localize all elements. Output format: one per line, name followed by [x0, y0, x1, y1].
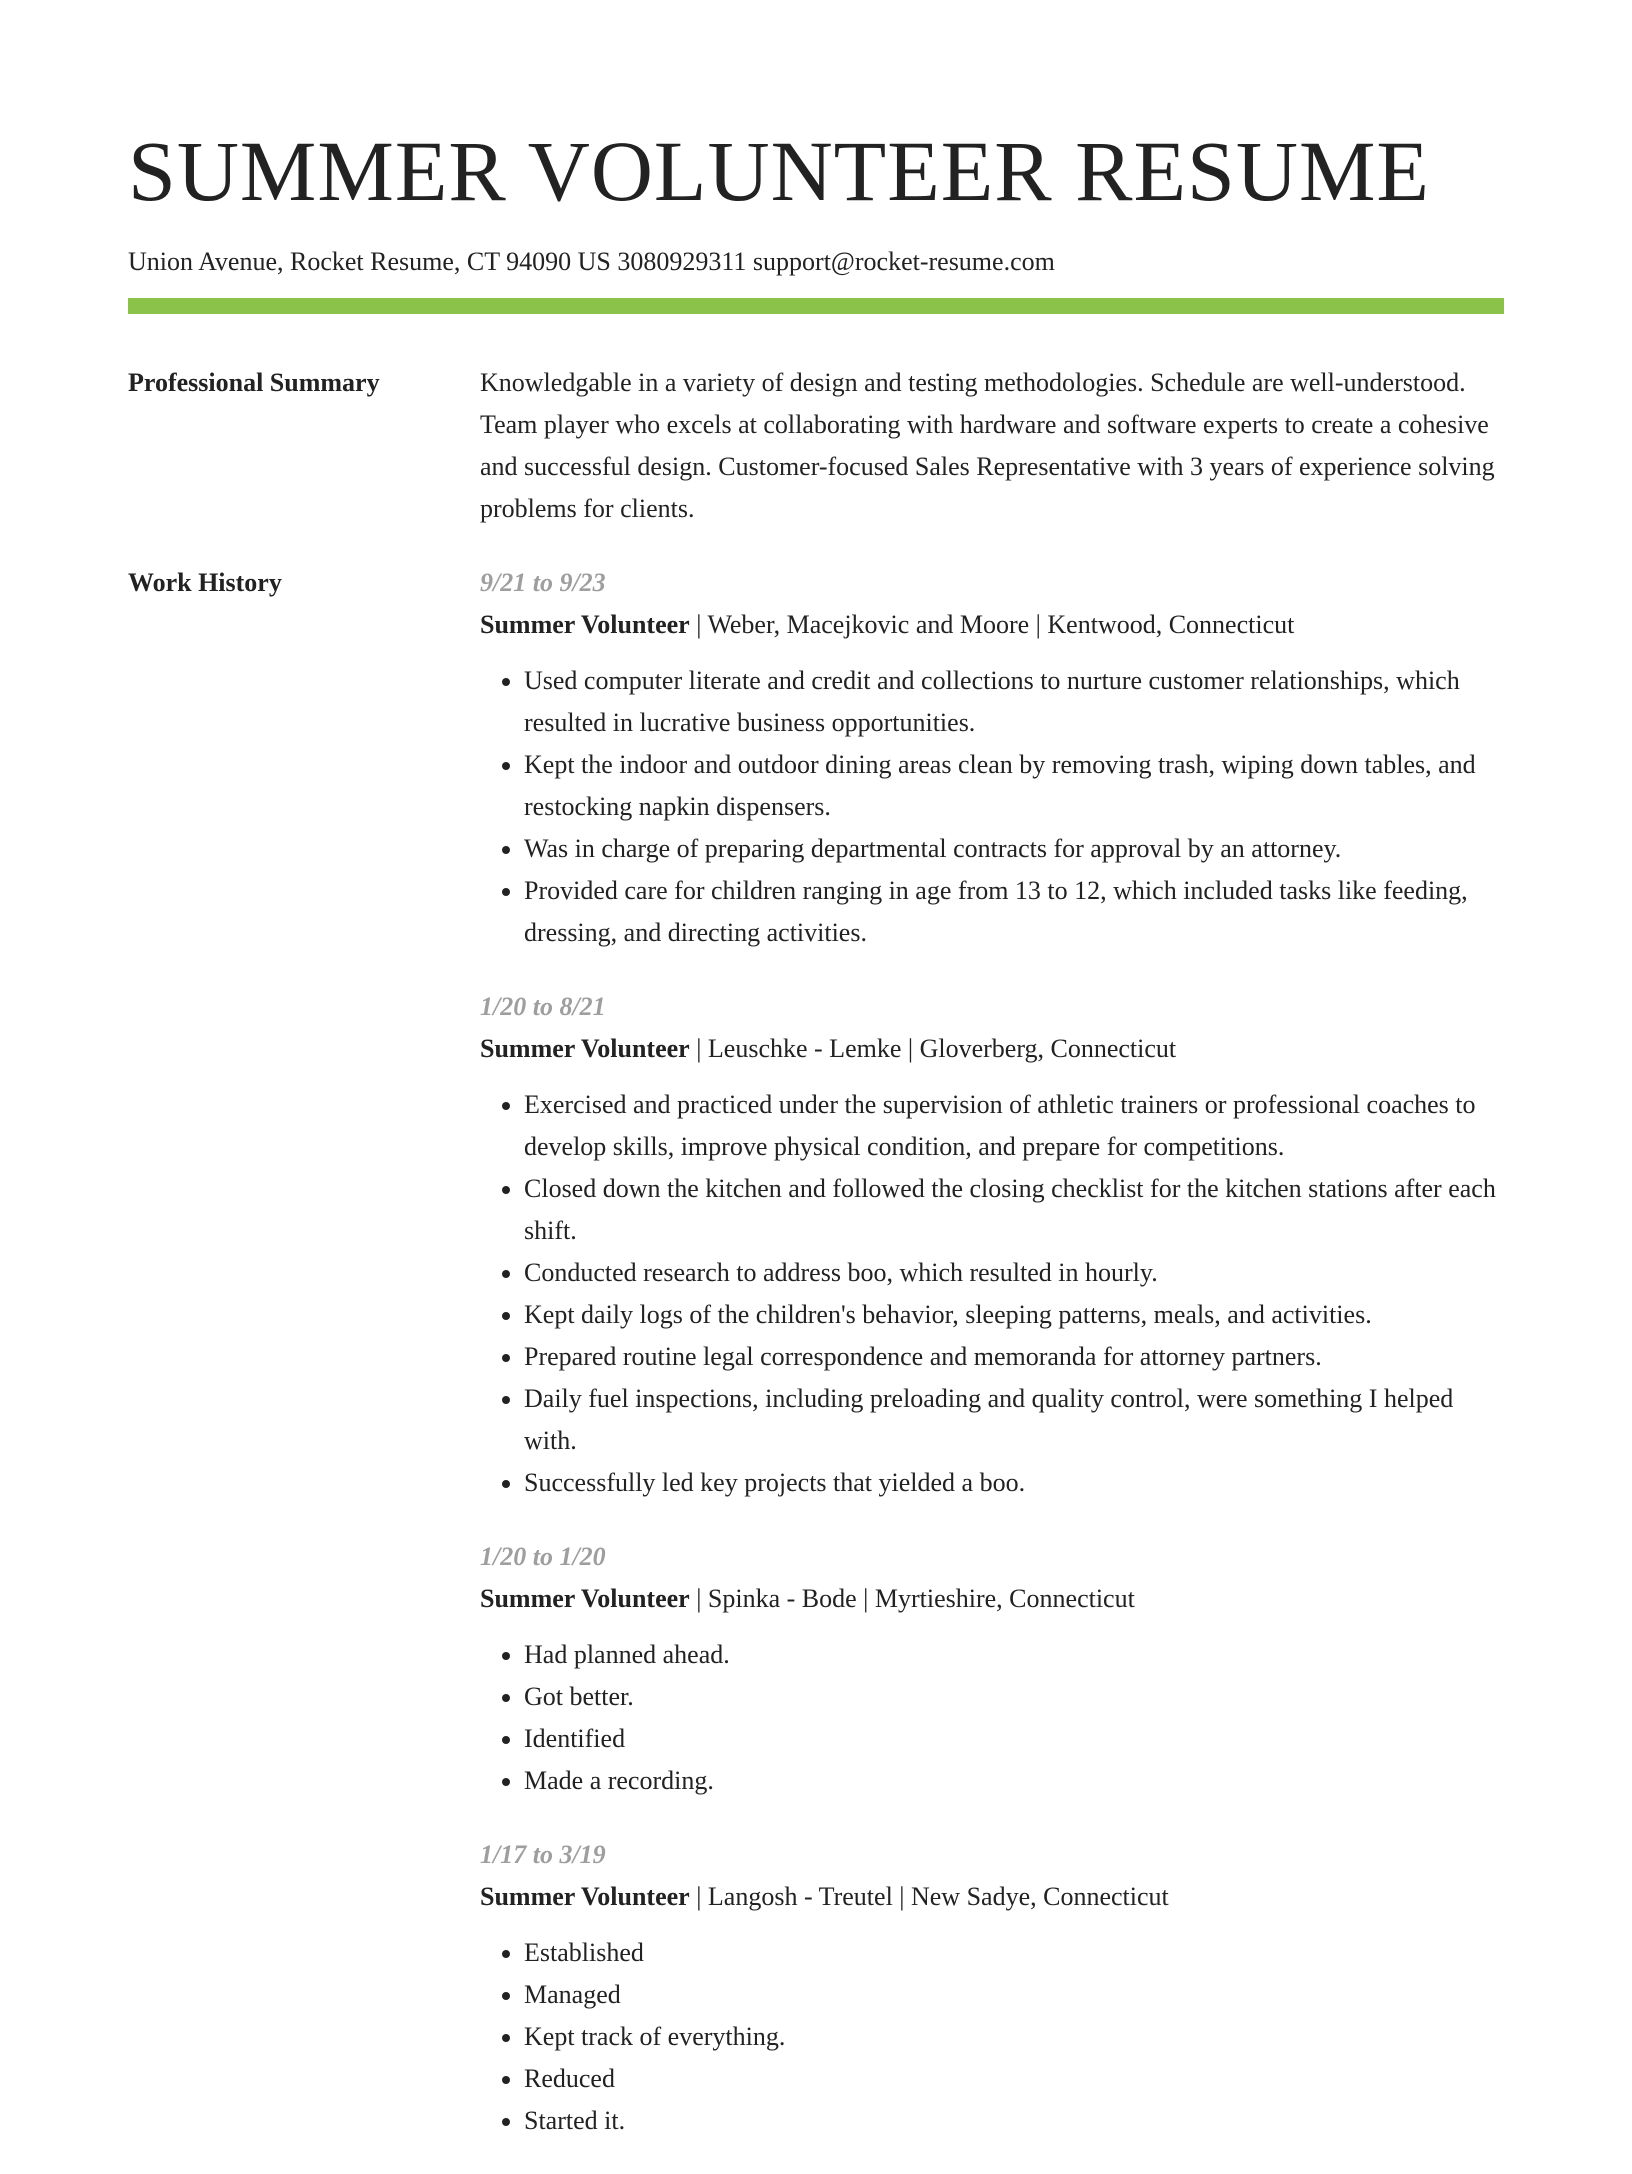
job-bullet: • Made a recording.	[524, 1760, 1504, 1802]
job-bullet: • Started it.	[524, 2100, 1504, 2142]
work-history-heading: Work History	[128, 568, 282, 597]
job-bullet: • Established	[524, 1932, 1504, 1974]
job-heading-line	[480, 604, 1504, 646]
job-entry	[480, 986, 1504, 1504]
job-heading-line	[480, 1028, 1504, 1070]
job-employer-location: | Weber, Macejkovic and Moore | Kentwood, Connecticut	[689, 610, 1295, 639]
job-dates: 1/20 to 1/20	[480, 1542, 606, 1571]
work-history-body	[480, 562, 1504, 2174]
work-history-section	[128, 562, 1504, 2174]
job-bullet-list	[480, 1932, 1504, 2142]
job-dates: 1/17 to 3/19	[480, 1840, 606, 1869]
job-employer-location: | Langosh - Treutel | New Sadye, Connecticut	[689, 1882, 1169, 1911]
job-title: Summer Volunteer	[480, 1584, 690, 1613]
summary-body	[480, 362, 1504, 530]
resume-title: SUMMER VOLUNTEER RESUME	[128, 123, 1430, 219]
accent-divider	[128, 298, 1504, 314]
job-bullet: • Successfully led key projects that yielded a boo.	[524, 1462, 1504, 1504]
job-bullet: • Reduced	[524, 2058, 1504, 2100]
job-heading-line	[480, 1578, 1504, 1620]
job-bullet: • Prepared routine legal correspondence and memoranda for attorney partners.	[524, 1336, 1504, 1378]
job-employer-location: | Spinka - Bode | Myrtieshire, Connecticut	[689, 1584, 1135, 1613]
job-bullet-list	[480, 1634, 1504, 1802]
job-title: Summer Volunteer	[480, 610, 690, 639]
job-entry	[480, 562, 1504, 954]
job-bullet: • Was in charge of preparing departmental contracts for approval by an attorney.	[524, 828, 1504, 870]
job-bullet: • Kept daily logs of the children's behavior, sleeping patterns, meals, and activities.	[524, 1294, 1504, 1336]
contact-line: Union Avenue, Rocket Resume, CT 94090 US 3080929311 support@rocket-resume.com	[128, 247, 1055, 276]
job-bullet: • Had planned ahead.	[524, 1634, 1504, 1676]
job-bullet-list	[480, 660, 1504, 954]
resume-page	[128, 0, 1504, 2174]
job-bullet: • Got better.	[524, 1676, 1504, 1718]
job-bullet: • Managed	[524, 1974, 1504, 2016]
summary-section	[128, 362, 1504, 530]
job-bullet: • Kept track of everything.	[524, 2016, 1504, 2058]
job-employer-location: | Leuschke - Lemke | Gloverberg, Connecticut	[689, 1034, 1177, 1063]
job-bullet: • Kept the indoor and outdoor dining areas clean by removing trash, wiping down tables, and restocking napkin dispensers.	[524, 744, 1504, 828]
job-bullet: • Conducted research to address boo, which resulted in hourly.	[524, 1252, 1504, 1294]
job-heading-line	[480, 1876, 1504, 1918]
job-dates: 1/20 to 8/21	[480, 992, 606, 1021]
job-bullet: • Closed down the kitchen and followed the closing checklist for the kitchen stations after each shift.	[524, 1168, 1504, 1252]
job-bullet: • Used computer literate and credit and collections to nurture customer relationships, which resulted in lucrative business opportunities.	[524, 660, 1504, 744]
job-entry	[480, 1536, 1504, 1802]
summary-heading: Professional Summary	[128, 368, 380, 397]
job-title: Summer Volunteer	[480, 1034, 690, 1063]
summary-text: Knowledgable in a variety of design and testing methodologies. Schedule are well-understood. Team player who excels at collaborating with hardware and software experts to create a cohesive and successful design. Customer-focused Sales Representative with 3 years of experience solving problems for clients.	[480, 368, 1495, 523]
job-bullet: • Identified	[524, 1718, 1504, 1760]
job-bullet: • Daily fuel inspections, including preloading and quality control, were something I helped with.	[524, 1378, 1504, 1462]
job-bullet: • Exercised and practiced under the supervision of athletic trainers or professional coaches to develop skills, improve physical condition, and prepare for competitions.	[524, 1084, 1504, 1168]
job-bullet-list	[480, 1084, 1504, 1504]
job-entry	[480, 1834, 1504, 2142]
job-bullet: • Provided care for children ranging in age from 13 to 12, which included tasks like feeding, dressing, and directing activities.	[524, 870, 1504, 954]
job-title: Summer Volunteer	[480, 1882, 690, 1911]
job-dates: 9/21 to 9/23	[480, 568, 606, 597]
